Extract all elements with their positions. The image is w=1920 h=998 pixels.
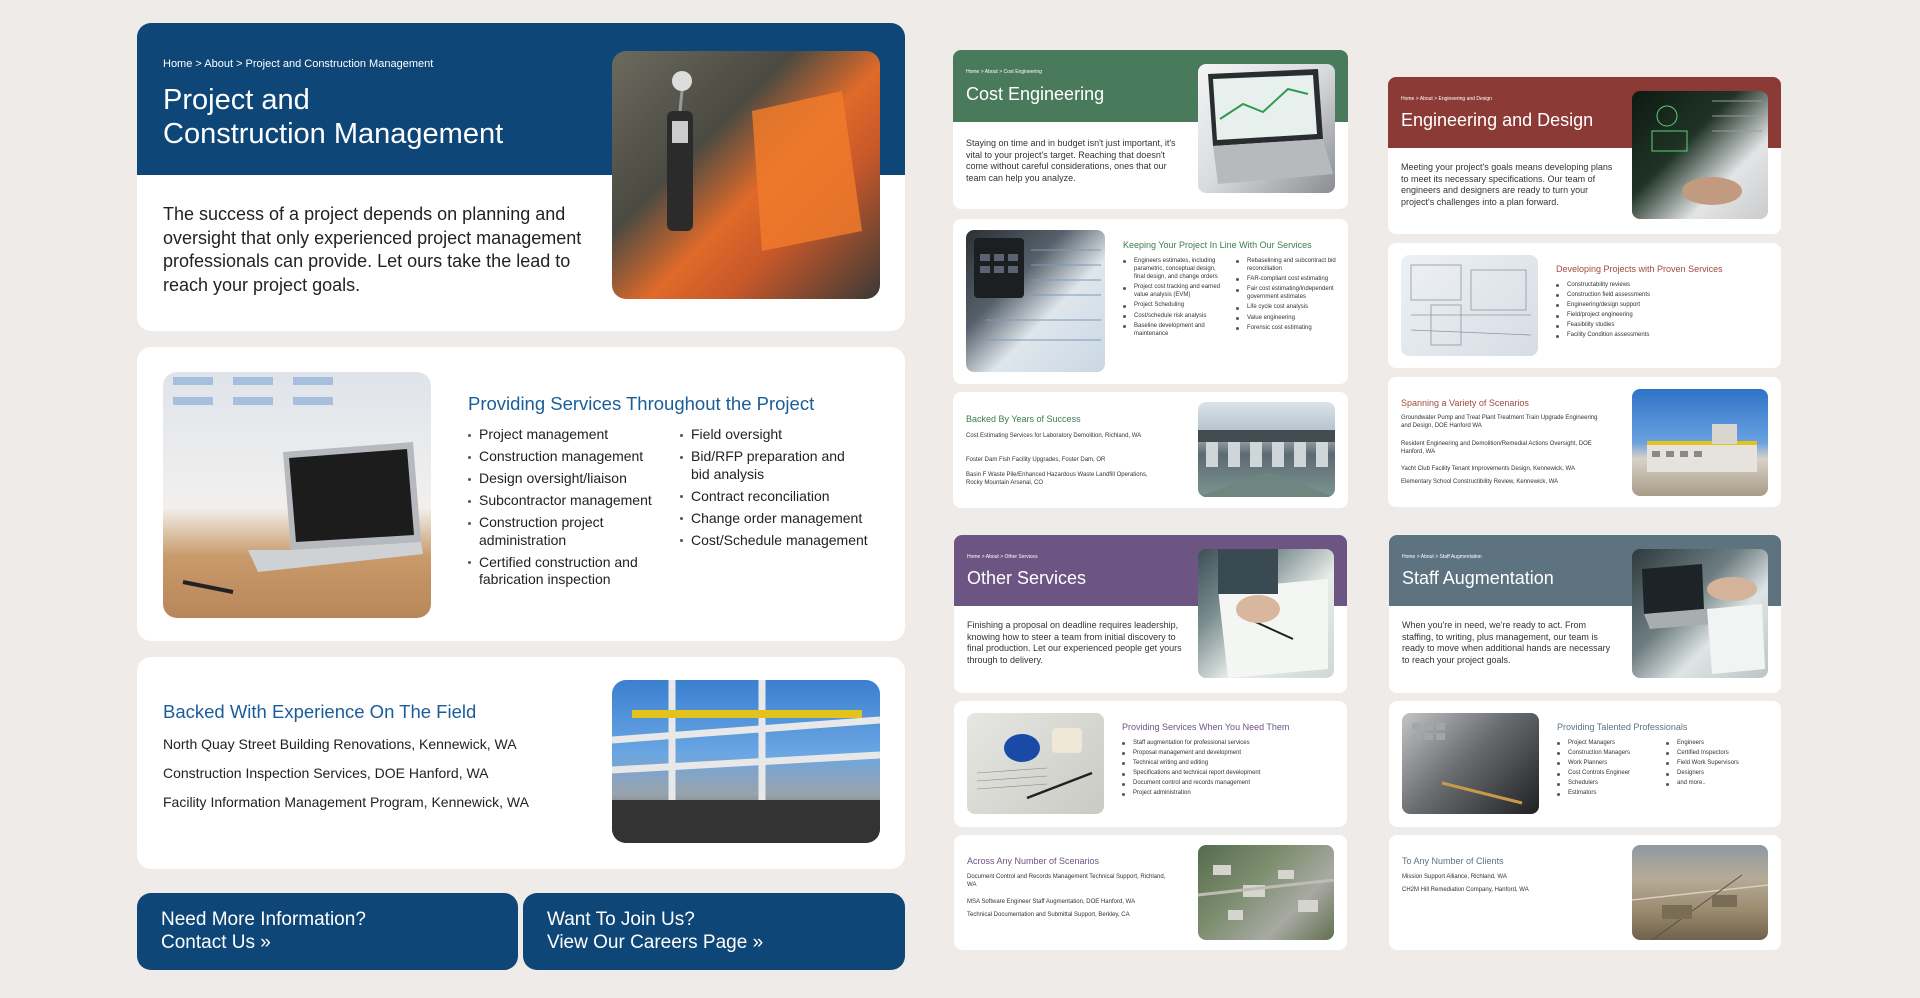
list-item: FAR-compliant cost estimating (1236, 275, 1341, 283)
list-item: Field oversight (680, 426, 880, 444)
dam-photo (1198, 402, 1335, 497)
services-card (137, 347, 905, 641)
other-experience-card (954, 835, 1347, 950)
list-item: Project administration (1122, 789, 1332, 797)
list-item: Construction field assessments (1556, 291, 1756, 299)
services-list-2 (680, 426, 880, 549)
list-item: Schedulers (1557, 779, 1662, 787)
list-item: Technical writing and editing (1122, 759, 1332, 767)
services-list-1 (468, 426, 668, 589)
list-item: Value engineering (1236, 314, 1341, 322)
cost-intro: Staying on time and in budget isn't just important, it's vital to your project's target. Reaching that doesn't come without careful considerations, ones that our team can help you analyze. (966, 138, 1176, 184)
list-item: Document control and records management (1122, 779, 1332, 787)
title-line-2: Construction Management (163, 118, 504, 150)
other-services-card (954, 701, 1347, 827)
services-heading: Providing Services Throughout the Project (468, 393, 815, 414)
cost-title: Cost Engineering (966, 84, 1105, 104)
list-item: Contract reconciliation (680, 488, 880, 506)
staff-services-heading: Providing Talented Professionals (1557, 722, 1688, 732)
breadcrumb[interactable]: Home > About > Engineering and Design (1401, 96, 1492, 102)
staff-experience-card (1389, 835, 1781, 950)
experience-item: Resident Engineering and Demolition/Remedial Actions Oversight, DOE Hanford, WA (1401, 441, 1592, 456)
list-item: Construction management (468, 448, 668, 466)
staff-list-2 (1666, 739, 1771, 787)
list-item: Certified construction and fabrication inspection (468, 554, 643, 589)
list-item: Engineers estimates, including parametric, conceptual design, final design, and change orders (1123, 257, 1228, 281)
cost-photo (1198, 64, 1335, 193)
eng-hero-card (1388, 77, 1781, 234)
staff-title: Staff Augmentation (1402, 568, 1554, 588)
list-item: Project cost tracking and earned value analysis (EVM) (1123, 283, 1228, 299)
breadcrumb[interactable]: Home > About > Staff Augmentation (1402, 554, 1482, 560)
cost-list-1 (1123, 257, 1228, 338)
cost-services-card (953, 219, 1348, 384)
eng-experience-card (1388, 377, 1781, 507)
experience-item: Technical Documentation and Submittal Support, Berkley, CA (967, 912, 1130, 918)
careers-button[interactable] (523, 893, 905, 970)
cost-experience-card (953, 392, 1348, 508)
hero-card (137, 23, 905, 331)
hero-photo (612, 51, 880, 299)
desk-photo (967, 713, 1104, 814)
experience-item: Basin F Waste Pile/Enhanced Hazardous Waste Landfill Operations, Rocky Mountain Arsenal, CO (966, 472, 1148, 487)
experience-item: Cost Estimating Services for Laboratory Demolition, Richland, WA (966, 433, 1142, 439)
experience-item: North Quay Street Building Renovations, Kennewick, WA (163, 736, 517, 752)
hero-intro: The success of a project depends on planning and oversight that only experienced project management professionals can provide. Let ours take the lead to reach your project goals. (163, 204, 582, 295)
experience-item: Construction Inspection Services, DOE Hanford, WA (163, 765, 489, 781)
list-item: Work Planners (1557, 759, 1662, 767)
list-item: Life cycle cost analysis (1236, 303, 1341, 311)
list-item: Construction Managers (1557, 749, 1662, 757)
experience-item: Yacht Club Facility Tenant Improvements Design, Kennewick, WA (1401, 466, 1575, 472)
other-services-heading: Providing Services When You Need Them (1122, 722, 1290, 732)
page-title (163, 83, 503, 151)
list-item: Facility Condition assessments (1556, 331, 1756, 339)
experience-item: Mission Support Alliance, Richland, WA (1402, 874, 1507, 880)
experience-item: Foster Dam Fish Facility Upgrades, Foster Dam, OR (966, 457, 1106, 463)
experience-item: Facility Information Management Program, Kennewick, WA (163, 794, 529, 810)
list-item: Cost/Schedule management (680, 532, 880, 550)
staff-list-1 (1557, 739, 1662, 798)
eng-services-heading: Developing Projects with Proven Services (1556, 264, 1723, 274)
list-item: Field/project engineering (1556, 311, 1756, 319)
eng-experience-heading: Spanning a Variety of Scenarios (1401, 398, 1529, 408)
cost-services-heading: Keeping Your Project In Line With Our Services (1123, 240, 1312, 250)
list-item: Field Work Supervisors (1666, 759, 1771, 767)
laptop-photo (163, 372, 431, 618)
list-item: Rebaselining and subcontract bid reconciliation (1236, 257, 1341, 273)
list-item: Project Managers (1557, 739, 1662, 747)
experience-item: Groundwater Pump and Treat Plant Treatment Train Upgrade Engineering and Design, DOE Hanford WA (1401, 415, 1598, 430)
staff-hero-card (1389, 535, 1781, 693)
building-photo (1632, 389, 1768, 496)
industrial-photo (612, 680, 880, 843)
list-item: Proposal management and development (1122, 749, 1332, 757)
other-list (1122, 739, 1332, 798)
cta-line-2: Contact Us » (161, 931, 271, 953)
title-line-1: Project and (163, 84, 310, 116)
list-item: Bid/RFP preparation and bid analysis (680, 448, 850, 483)
list-item: Forensic cost estimating (1236, 324, 1341, 332)
eng-intro: Meeting your project's goals means developing plans to meet its necessary specifications. Our team of engineers and designers are ready to turn your project's challenges into a plan forward. (1401, 162, 1613, 208)
experience-card (137, 657, 905, 869)
experience-heading: Backed With Experience On The Field (163, 701, 477, 722)
breadcrumb[interactable]: Home > About > Cost Engineering (966, 69, 1042, 75)
list-item: Specifications and technical report development (1122, 769, 1332, 777)
breadcrumb[interactable]: Home > About > Project and Construction Management (163, 58, 434, 70)
other-intro: Finishing a proposal on deadline requires leadership, knowing how to steer a team from initial discovery to final production. Let our experienced people get yours through to delivery. (967, 620, 1182, 666)
list-item: Design oversight/liaison (468, 470, 668, 488)
list-item: Cost Controls Engineer (1557, 769, 1662, 777)
aerial-land-photo (1632, 845, 1768, 940)
list-item: Change order management (680, 510, 880, 528)
list-item: Subcontractor management (468, 492, 668, 510)
list-item: Estimators (1557, 789, 1662, 797)
list-item: Feasibility studies (1556, 321, 1756, 329)
calculator-photo (966, 230, 1105, 372)
eng-services-card (1388, 243, 1781, 368)
list-item: Cost/schedule risk analysis (1123, 312, 1228, 320)
other-hero-card (954, 535, 1347, 693)
cta-line-1: Want To Join Us? (547, 909, 695, 930)
list-item: Engineers (1666, 739, 1771, 747)
staff-services-card (1389, 701, 1781, 827)
list-item: Construction project administration (468, 514, 618, 549)
cost-list-2 (1236, 257, 1341, 332)
list-item: Fair cost estimating/independent government estimates (1236, 285, 1341, 301)
eng-list (1556, 281, 1756, 340)
staff-experience-heading: To Any Number of Clients (1402, 856, 1504, 866)
experience-item: Document Control and Records Management Technical Support, Richland, WA (967, 874, 1166, 889)
experience-item: CH2M Hill Remediation Company, Hanford, WA (1402, 887, 1529, 893)
list-item: Staff augmentation for professional services (1122, 739, 1332, 747)
list-item: Certified Inspectors (1666, 749, 1771, 757)
other-photo (1198, 549, 1334, 678)
list-item: Project management (468, 426, 668, 444)
eng-title: Engineering and Design (1401, 110, 1594, 130)
keyboard-photo (1402, 713, 1539, 814)
eng-photo (1632, 91, 1768, 219)
list-item: Project Scheduling (1123, 301, 1228, 309)
cta-line-2: View Our Careers Page » (547, 931, 764, 953)
cta-line-1: Need More Information? (161, 909, 366, 930)
experience-item: Elementary School Constructibility Review, Kennewick, WA (1401, 479, 1559, 485)
cost-experience-heading: Backed By Years of Success (966, 414, 1081, 424)
other-title: Other Services (967, 568, 1087, 588)
experience-item: MSA Software Engineer Staff Augmentation, DOE Hanford, WA (967, 899, 1136, 905)
list-item: Baseline development and maintenance (1123, 322, 1228, 338)
cost-hero-card (953, 50, 1348, 209)
staff-intro: When you're in need, we're ready to act. From staffing, to writing, plus management, our team is ready to move when additional hands are necessary to reach your project goals. (1402, 620, 1611, 666)
breadcrumb[interactable]: Home > About > Other Services (967, 554, 1038, 560)
list-item: Designers (1666, 769, 1771, 777)
aerial-town-photo (1198, 845, 1334, 940)
blueprint-photo (1401, 255, 1538, 356)
list-item: and more.. (1666, 779, 1771, 787)
list-item: Constructability reviews (1556, 281, 1756, 289)
list-item: Engineering/design support (1556, 301, 1756, 309)
staff-photo (1632, 549, 1768, 678)
other-experience-heading: Across Any Number of Scenarios (967, 856, 1100, 866)
contact-us-button[interactable] (137, 893, 518, 970)
